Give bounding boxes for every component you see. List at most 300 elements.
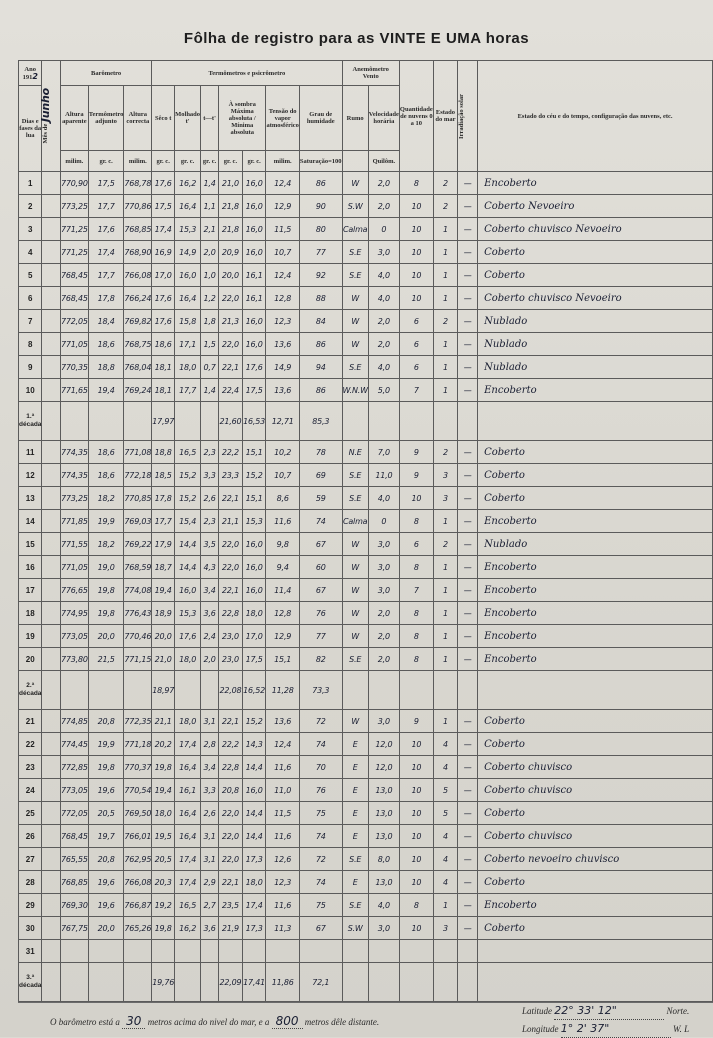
decada-empty [399,671,433,710]
cell-seco: 20,0 [152,625,175,648]
cell-adj: 19,4 [88,379,124,402]
table-row [19,756,713,779]
cell-adj: 19,8 [88,756,124,779]
cell-cor: 771,08 [124,441,152,464]
cell-estado-ceu: Encoberto [478,556,713,579]
cell-cor: 768,75 [124,333,152,356]
cell-rumo: E [342,779,368,802]
table-row [19,356,713,379]
table-row [19,241,713,264]
cell-min: 18,0 [242,871,266,894]
cell-adj: 19,6 [88,894,124,917]
unit-grc: gr. c. [175,151,201,172]
unit-milim: milim. [124,151,152,172]
decada-empty [399,402,433,441]
cell-alt: 773,25 [60,195,88,218]
cell-mar: 5 [433,802,457,825]
unit-milim: milim. [266,151,299,172]
cell-mar: 1 [433,894,457,917]
cell-mol: 16,2 [175,172,201,195]
cell-seco: 18,8 [152,441,175,464]
cell-ten: 11,6 [266,510,299,533]
day-number: 19 [19,625,42,648]
cell-vel: 13,0 [368,802,399,825]
latitude-value: 22° 33' 12" [554,1002,664,1020]
cell-diff: 3,6 [201,602,219,625]
decada-empty [433,402,457,441]
day-number: 27 [19,848,42,871]
cell-hum: 59 [299,487,342,510]
cell-seco: 19,2 [152,894,175,917]
cell-diff: 2,4 [201,625,219,648]
day-number: 14 [19,510,42,533]
cell-nuv: 10 [399,287,433,310]
cell-seco: 21,0 [152,648,175,671]
cell-hum: 75 [299,802,342,825]
cell-cor: 770,37 [124,756,152,779]
decada-empty [399,963,433,1002]
cell-diff: 2,0 [201,241,219,264]
decada-empty [433,963,457,1002]
cell-nuv: 8 [399,648,433,671]
cell-alt: 772,05 [60,802,88,825]
day-number: 25 [19,802,42,825]
cell-adj: 18,6 [88,333,124,356]
cell-rumo: E [342,756,368,779]
day-number: 1 [19,172,42,195]
decada-label: 3.ª década [19,963,42,1002]
cell-ten: 8,6 [266,487,299,510]
cell-seco: 19,8 [152,756,175,779]
cell-adj: 20,0 [88,625,124,648]
altura-correcta-header: Altura correcta [124,86,152,151]
table-row [19,287,713,310]
cell-ten: 12,8 [266,602,299,625]
cell-irr: — [458,648,478,671]
table-row [19,218,713,241]
decada-tensao: 11,86 [266,963,299,1002]
cell-mar: 4 [433,871,457,894]
cell-diff: 2,8 [201,733,219,756]
cell-hum: 88 [299,287,342,310]
cell-diff: 3,1 [201,848,219,871]
decada-empty [368,671,399,710]
cell-rumo: W [342,287,368,310]
sombra-header: À sombra Máxima absoluta / Mínima absoluta [219,86,266,151]
cell-adj: 18,8 [88,356,124,379]
cell-irr: — [458,241,478,264]
cell-hum: 72 [299,848,342,871]
cell-alt: 769,30 [60,894,88,917]
cell-nuv: 10 [399,733,433,756]
cell-seco: 19,4 [152,779,175,802]
cell-ten: 12,6 [266,848,299,871]
cell-nuv: 6 [399,356,433,379]
decada-min: 16,53 [242,402,266,441]
cell-estado-ceu: Encoberto [478,602,713,625]
cell-max: 22,8 [219,756,243,779]
barometro-header: Barômetro [60,61,151,86]
cell-mol: 16,4 [175,802,201,825]
decada-empty [88,963,124,1002]
cell-seco: 18,0 [152,802,175,825]
cell-adj: 18,2 [88,533,124,556]
cell-ten: 12,4 [266,733,299,756]
cell-adj: 18,2 [88,487,124,510]
cell-seco: 19,4 [152,579,175,602]
decada-max: 21,60 [219,402,243,441]
cell-seco: 17,5 [152,195,175,218]
cell-nuv: 6 [399,333,433,356]
cell-alt: 771,25 [60,241,88,264]
cell-seco: 19,5 [152,825,175,848]
month-column-cell [42,241,61,264]
cell-seco: 16,9 [152,241,175,264]
cell-estado-ceu: Coberto chuvisco [478,825,713,848]
cell-adj: 17,6 [88,218,124,241]
month-column-cell [42,756,61,779]
cell-cor: 769,24 [124,379,152,402]
cell-diff: 1,5 [201,333,219,356]
cell-seco: 18,1 [152,356,175,379]
month-column-cell [42,441,61,464]
cell-seco: 17,8 [152,487,175,510]
cell-irr: — [458,733,478,756]
cell-alt: 771,55 [60,533,88,556]
cell-adj: 19,6 [88,871,124,894]
cell-vel: 12,0 [368,733,399,756]
cell-mol: 14,4 [175,556,201,579]
day-number: 2 [19,195,42,218]
tensao-header: Tensão do vapor atmosférico [266,86,299,151]
longitude-line: Longitude 1° 2' 37" W. L [522,1020,689,1038]
cell-min: 14,3 [242,733,266,756]
cell-nuv: 10 [399,487,433,510]
decada-umidade: 72,1 [299,963,342,1002]
table-row [19,195,713,218]
month-column-cell [42,487,61,510]
cell-mol: 16,5 [175,894,201,917]
cell-diff: 2,6 [201,802,219,825]
month-column-cell [42,625,61,648]
day-number: 16 [19,556,42,579]
cell-hum: 80 [299,218,342,241]
cell-hum: 76 [299,602,342,625]
cell-vel: 3,0 [368,579,399,602]
cell-hum: 77 [299,241,342,264]
cell-nuv: 9 [399,464,433,487]
cell-irr: — [458,195,478,218]
cell-ten: 12,9 [266,625,299,648]
cell-seco: 18,5 [152,464,175,487]
rumo-header: Rumo [342,86,368,151]
cell-min: 16,0 [242,195,266,218]
cell-mol: 16,2 [175,917,201,940]
table-row [19,172,713,195]
cell-mol: 17,7 [175,379,201,402]
cell-hum: 82 [299,648,342,671]
cell-mar: 1 [433,602,457,625]
day-number: 18 [19,602,42,625]
cell-mar: 2 [433,441,457,464]
cell-hum: 70 [299,756,342,779]
decada-empty [201,671,219,710]
table-row [19,510,713,533]
decada-empty [124,671,152,710]
cell-cor: 768,59 [124,556,152,579]
cell-alt: 772,05 [60,310,88,333]
cell-diff: 3,4 [201,756,219,779]
cell-min: 17,5 [242,648,266,671]
cell-irr: — [458,356,478,379]
cell-estado-ceu [478,940,713,963]
cell-max: 23,3 [219,464,243,487]
longitude-value: 1° 2' 37" [561,1020,671,1038]
cell-estado-ceu: Encoberto [478,379,713,402]
cell-min: 16,0 [242,172,266,195]
latitude-line: Latitude 22° 33' 12" Norte. [522,1002,689,1020]
decada-empty [124,402,152,441]
cell-max: 20,8 [219,779,243,802]
cell-mar: 1 [433,333,457,356]
cell-max: 21,0 [219,172,243,195]
cell-max: 22,1 [219,579,243,602]
cell-cor [124,940,152,963]
cell-irr: — [458,848,478,871]
cell-rumo: W [342,556,368,579]
cell-mol: 17,4 [175,733,201,756]
cell-estado-ceu: Nublado [478,310,713,333]
cell-cor: 766,01 [124,825,152,848]
cell-nuv: 10 [399,218,433,241]
cell-vel: 3,0 [368,710,399,733]
decada-empty [60,963,88,1002]
decada-min: 17,41 [242,963,266,1002]
irradiacao-header: Irradiação solar [458,61,478,172]
cell-mol: 17,1 [175,333,201,356]
unit-saturacao: Saturação=100 [299,151,342,172]
cell-diff: 3,1 [201,825,219,848]
cell-cor: 768,78 [124,172,152,195]
cell-nuv: 8 [399,510,433,533]
cell-rumo: S.E [342,264,368,287]
table-row [19,733,713,756]
cell-seco: 18,1 [152,379,175,402]
unit-empty [342,151,368,172]
month-column-cell [42,825,61,848]
cell-estado-ceu: Coberto Nevoeiro [478,195,713,218]
day-number: 10 [19,379,42,402]
cell-adj: 21,5 [88,648,124,671]
cell-rumo: E [342,733,368,756]
cell-estado-ceu: Coberto [478,802,713,825]
cell-nuv: 8 [399,894,433,917]
cell-max: 20,9 [219,241,243,264]
cell-hum [299,940,342,963]
cell-mar: 1 [433,379,457,402]
decada-umidade: 73,3 [299,671,342,710]
cell-alt: 774,35 [60,464,88,487]
cell-min: 17,6 [242,356,266,379]
cell-estado-ceu: Coberto nevoeiro chuvisco [478,848,713,871]
cell-adj: 18,6 [88,441,124,464]
unit-grc: gr. c. [152,151,175,172]
cell-vel: 5,0 [368,379,399,402]
cell-nuv: 6 [399,310,433,333]
molhado-header: Molhado t' [175,86,201,151]
cell-alt: 774,35 [60,441,88,464]
cell-adj: 19,8 [88,602,124,625]
cell-ten: 11,5 [266,218,299,241]
cell-max: 22,0 [219,848,243,871]
cell-max: 22,1 [219,871,243,894]
cell-ten: 11,4 [266,579,299,602]
table-row [19,917,713,940]
day-number: 23 [19,756,42,779]
cell-estado-ceu: Encoberto [478,579,713,602]
cell-ten: 12,4 [266,264,299,287]
cell-hum: 74 [299,510,342,533]
termometros-header: Termômetros e psicrômetro [152,61,342,86]
cell-alt: 771,65 [60,379,88,402]
decada-empty [458,402,478,441]
cell-irr: — [458,379,478,402]
cell-hum: 76 [299,779,342,802]
cell-nuv: 8 [399,172,433,195]
cell-hum: 74 [299,733,342,756]
table-row [19,602,713,625]
cell-vel: 0 [368,218,399,241]
cell-rumo: E [342,871,368,894]
decada-empty [175,963,201,1002]
cell-adj: 17,5 [88,172,124,195]
table-row [19,625,713,648]
cell-ten [266,940,299,963]
cell-rumo: W [342,533,368,556]
decada-summary-row [19,402,713,441]
cell-ten: 14,9 [266,356,299,379]
table-row [19,310,713,333]
cell-min: 14,4 [242,756,266,779]
month-header: Mês de Junho [42,61,61,172]
cell-ten: 12,3 [266,310,299,333]
cell-diff: 1,2 [201,287,219,310]
day-number: 13 [19,487,42,510]
cell-estado-ceu: Coberto [478,464,713,487]
cell-irr: — [458,802,478,825]
cell-diff: 0,7 [201,356,219,379]
cell-nuv: 9 [399,710,433,733]
cell-mol: 15,3 [175,602,201,625]
cell-irr: — [458,464,478,487]
cell-cor: 768,04 [124,356,152,379]
cell-diff: 2,9 [201,871,219,894]
cell-estado-ceu: Coberto chuvisco Nevoeiro [478,218,713,241]
cell-ten: 9,4 [266,556,299,579]
cell-alt: 773,80 [60,648,88,671]
cell-mol: 17,6 [175,625,201,648]
day-number: 4 [19,241,42,264]
cell-min: 16,0 [242,218,266,241]
cell-alt [60,940,88,963]
cell-rumo: E [342,802,368,825]
cell-rumo: W [342,602,368,625]
day-number: 24 [19,779,42,802]
cell-ten: 15,1 [266,648,299,671]
cell-diff: 1,1 [201,195,219,218]
cell-nuv: 9 [399,441,433,464]
cell-vel: 2,0 [368,333,399,356]
cell-vel: 2,0 [368,648,399,671]
estado-ceu-header: Estado do céu e do tempo, configuração das nuvens, etc. [478,61,713,172]
month-column-cell [42,556,61,579]
cell-seco: 17,6 [152,172,175,195]
cell-mar: 1 [433,287,457,310]
month-column-cell [42,533,61,556]
cell-min: 17,4 [242,894,266,917]
cell-rumo: S.E [342,241,368,264]
cell-min: 16,0 [242,579,266,602]
cell-diff: 2,3 [201,510,219,533]
cell-mar: 1 [433,356,457,379]
estado-mar-header: Estado do mar [433,61,457,172]
cell-adj: 17,7 [88,195,124,218]
cell-ten: 13,6 [266,710,299,733]
cell-irr: — [458,579,478,602]
cell-max: 22,1 [219,710,243,733]
month-column-cell [42,172,61,195]
cell-ten: 12,9 [266,195,299,218]
table-row [19,579,713,602]
cell-max: 22,0 [219,802,243,825]
cell-rumo: Calma [342,510,368,533]
cell-diff: 3,3 [201,779,219,802]
month-column-cell [42,602,61,625]
cell-hum: 84 [299,310,342,333]
cell-rumo: Calma [342,218,368,241]
cell-adj: 18,6 [88,464,124,487]
cell-rumo: W [342,625,368,648]
month-column-cell [42,510,61,533]
cell-mar: 3 [433,917,457,940]
day-number: 11 [19,441,42,464]
cell-vel: 13,0 [368,779,399,802]
cell-estado-ceu: Encoberto [478,510,713,533]
cell-mol: 16,1 [175,779,201,802]
cell-seco: 18,9 [152,602,175,625]
cell-mar: 2 [433,195,457,218]
cell-alt: 768,45 [60,264,88,287]
cell-ten: 12,3 [266,871,299,894]
month-column-cell [42,218,61,241]
month-column-cell [42,917,61,940]
cell-mar: 4 [433,733,457,756]
cell-diff: 3,6 [201,917,219,940]
day-number: 5 [19,264,42,287]
cell-max: 22,0 [219,333,243,356]
barometer-note: O barômetro está a 30 metros acima do nivel do mar, e a 800 metros dêle distante. [50,1014,380,1028]
cell-mol: 16,5 [175,441,201,464]
barometer-distance: 800 [272,1014,303,1029]
month-column-cell [42,802,61,825]
cell-min: 15,1 [242,441,266,464]
register-table [18,60,713,1002]
cell-diff: 1,4 [201,172,219,195]
cell-cor: 769,50 [124,802,152,825]
cell-min: 15,2 [242,710,266,733]
cell-min: 16,1 [242,264,266,287]
cell-vel: 4,0 [368,487,399,510]
